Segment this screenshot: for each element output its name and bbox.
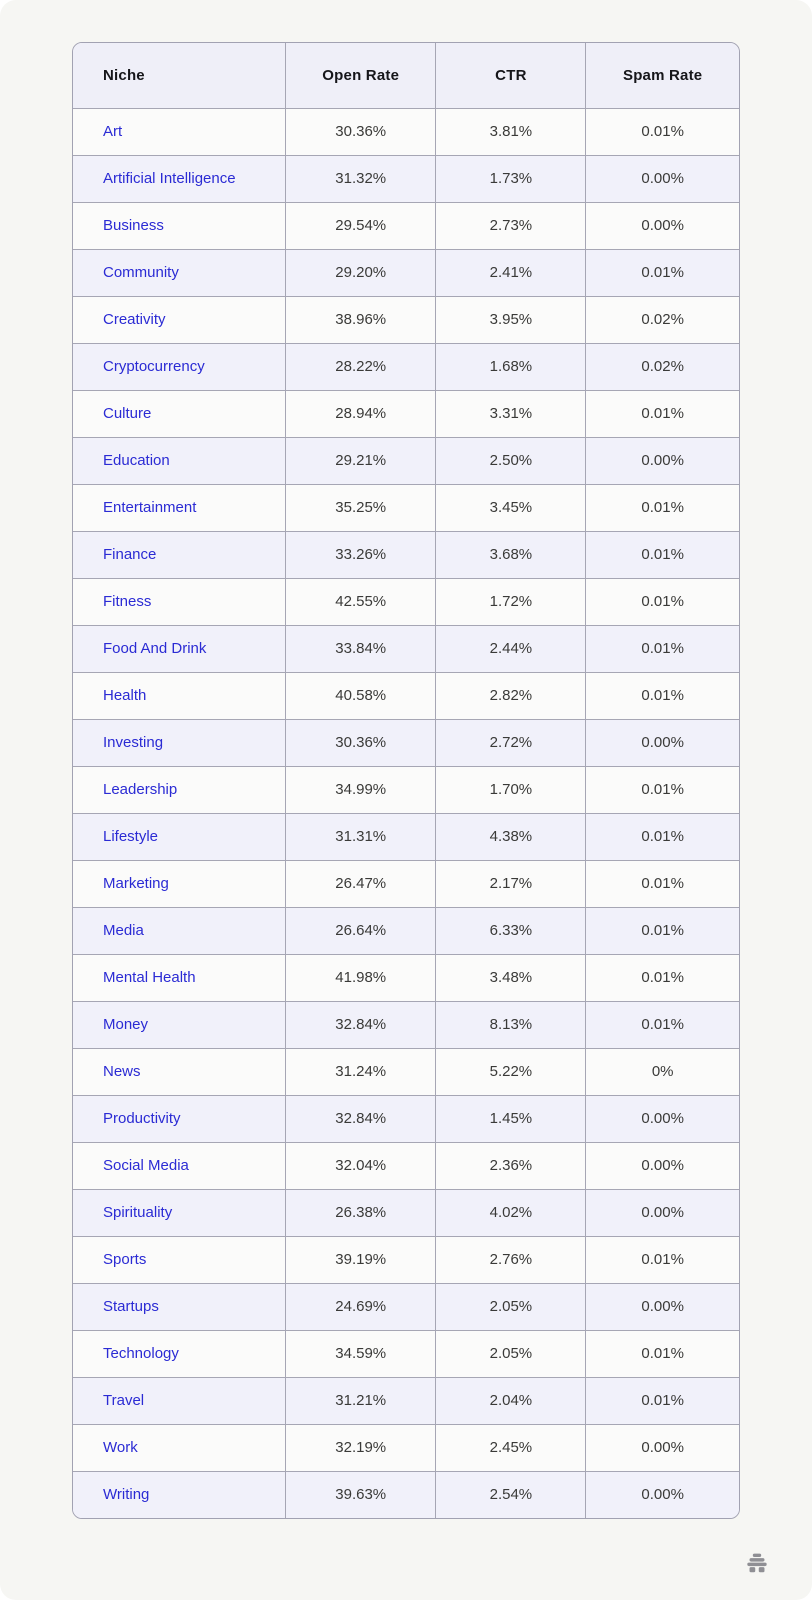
niche-link[interactable]: Leadership <box>103 781 178 798</box>
open-rate-value: 41.98% <box>285 954 436 1001</box>
spam-rate-value: 0.01% <box>586 954 739 1001</box>
column-header-spam-rate: Spam Rate <box>586 43 739 108</box>
spam-rate-value: 0.01% <box>586 108 739 155</box>
table-row <box>73 766 739 813</box>
ctr-value: 2.73% <box>436 202 586 249</box>
spam-rate-value: 0.02% <box>586 296 739 343</box>
ctr-value: 6.33% <box>436 907 586 954</box>
table-row <box>73 437 739 484</box>
open-rate-value: 29.20% <box>285 249 436 296</box>
niche-link[interactable]: Artificial Intelligence <box>103 170 236 187</box>
niche-link[interactable]: Spirituality <box>103 1204 173 1221</box>
niche-cell <box>73 1283 285 1330</box>
spam-rate-value: 0.02% <box>586 343 739 390</box>
niche-link[interactable]: Fitness <box>103 593 152 610</box>
open-rate-value: 28.22% <box>285 343 436 390</box>
open-rate-value: 35.25% <box>285 484 436 531</box>
niche-link[interactable]: Food And Drink <box>103 640 207 657</box>
spam-rate-value: 0.01% <box>586 860 739 907</box>
table-row <box>73 672 739 719</box>
table-row <box>73 1189 739 1236</box>
spam-rate-value: 0.00% <box>586 1283 739 1330</box>
niche-cell <box>73 390 285 437</box>
open-rate-value: 32.04% <box>285 1142 436 1189</box>
niche-cell <box>73 672 285 719</box>
table-header-row <box>73 43 739 108</box>
spam-rate-value: 0.01% <box>586 766 739 813</box>
niche-cell <box>73 249 285 296</box>
table-row <box>73 625 739 672</box>
table-row <box>73 390 739 437</box>
niche-link[interactable]: Art <box>103 123 123 140</box>
table-row <box>73 1283 739 1330</box>
niche-cell <box>73 1424 285 1471</box>
niche-cell <box>73 202 285 249</box>
niche-cell <box>73 1236 285 1283</box>
spam-rate-value: 0.00% <box>586 1142 739 1189</box>
open-rate-value: 32.84% <box>285 1001 436 1048</box>
niche-cell <box>73 155 285 202</box>
table-row <box>73 155 739 202</box>
ctr-value: 1.72% <box>436 578 586 625</box>
ctr-value: 3.45% <box>436 484 586 531</box>
spam-rate-value: 0.01% <box>586 531 739 578</box>
beehive-logo-icon <box>746 1552 768 1574</box>
spam-rate-value: 0.00% <box>586 1424 739 1471</box>
ctr-value: 8.13% <box>436 1001 586 1048</box>
ctr-value: 2.76% <box>436 1236 586 1283</box>
niche-link[interactable]: Creativity <box>103 311 166 328</box>
ctr-value: 2.05% <box>436 1330 586 1377</box>
open-rate-value: 32.84% <box>285 1095 436 1142</box>
ctr-value: 2.72% <box>436 719 586 766</box>
niche-cell <box>73 1001 285 1048</box>
table-row <box>73 531 739 578</box>
niche-cell <box>73 907 285 954</box>
column-header-ctr: CTR <box>436 43 586 108</box>
niche-link[interactable]: Education <box>103 452 170 469</box>
niche-link[interactable]: Mental Health <box>103 969 196 986</box>
ctr-value: 5.22% <box>436 1048 586 1095</box>
spam-rate-value: 0.01% <box>586 813 739 860</box>
open-rate-value: 31.31% <box>285 813 436 860</box>
ctr-value: 3.48% <box>436 954 586 1001</box>
open-rate-value: 34.99% <box>285 766 436 813</box>
niche-cell <box>73 1330 285 1377</box>
table-row <box>73 1048 739 1095</box>
open-rate-value: 33.26% <box>285 531 436 578</box>
table-row <box>73 108 739 155</box>
table-row <box>73 1236 739 1283</box>
niche-cell <box>73 108 285 155</box>
table-row <box>73 1377 739 1424</box>
ctr-value: 3.31% <box>436 390 586 437</box>
niche-cell <box>73 1142 285 1189</box>
table-row <box>73 1001 739 1048</box>
niche-link[interactable]: Work <box>103 1439 138 1456</box>
niche-cell <box>73 813 285 860</box>
niche-link[interactable]: Lifestyle <box>103 828 159 845</box>
niche-link[interactable]: Entertainment <box>103 499 197 516</box>
ctr-value: 3.81% <box>436 108 586 155</box>
niche-link[interactable]: Startups <box>103 1298 159 1315</box>
niche-link[interactable]: Health <box>103 687 147 704</box>
spam-rate-value: 0.01% <box>586 907 739 954</box>
niche-link[interactable]: Culture <box>103 405 152 422</box>
niche-link[interactable]: Community <box>103 264 179 281</box>
table-row <box>73 1095 739 1142</box>
table-row <box>73 860 739 907</box>
niche-cell <box>73 954 285 1001</box>
open-rate-value: 31.32% <box>285 155 436 202</box>
niche-cell <box>73 578 285 625</box>
table-row <box>73 719 739 766</box>
open-rate-value: 32.19% <box>285 1424 436 1471</box>
spam-rate-value: 0% <box>586 1048 739 1095</box>
niche-link[interactable]: Investing <box>103 734 164 751</box>
open-rate-value: 28.94% <box>285 390 436 437</box>
spam-rate-value: 0.00% <box>586 1189 739 1236</box>
open-rate-value: 26.47% <box>285 860 436 907</box>
spam-rate-value: 0.01% <box>586 578 739 625</box>
spam-rate-value: 0.01% <box>586 625 739 672</box>
niche-link[interactable]: Writing <box>103 1486 150 1504</box>
niche-cell <box>73 437 285 484</box>
niche-link[interactable]: Media <box>103 922 144 939</box>
table-row <box>73 484 739 531</box>
spam-rate-value: 0.01% <box>586 1330 739 1377</box>
spam-rate-value: 0.01% <box>586 1236 739 1283</box>
open-rate-value: 26.64% <box>285 907 436 954</box>
niche-cell <box>73 719 285 766</box>
table-row <box>73 296 739 343</box>
column-header-open-rate: Open Rate <box>285 43 436 108</box>
niche-link[interactable]: Finance <box>103 546 157 563</box>
niche-link[interactable]: Cryptocurrency <box>103 358 205 375</box>
open-rate-value: 39.63% <box>285 1471 436 1518</box>
table-row <box>73 343 739 390</box>
ctr-value: 3.68% <box>436 531 586 578</box>
table-row <box>73 202 739 249</box>
spam-rate-value: 0.01% <box>586 390 739 437</box>
open-rate-value: 38.96% <box>285 296 436 343</box>
niche-cell <box>73 766 285 813</box>
ctr-value: 3.95% <box>436 296 586 343</box>
niche-cell <box>73 625 285 672</box>
data-table <box>73 43 739 1518</box>
ctr-value: 2.44% <box>436 625 586 672</box>
ctr-value: 2.54% <box>436 1471 586 1518</box>
niche-cell <box>73 296 285 343</box>
open-rate-value: 31.21% <box>285 1377 436 1424</box>
ctr-value: 2.36% <box>436 1142 586 1189</box>
niche-link[interactable]: Travel <box>103 1392 145 1409</box>
niche-link[interactable]: Sports <box>103 1251 147 1268</box>
table-row <box>73 1424 739 1471</box>
spam-rate-value: 0.01% <box>586 484 739 531</box>
ctr-value: 2.05% <box>436 1283 586 1330</box>
spam-rate-value: 0.00% <box>586 719 739 766</box>
niche-link[interactable]: Marketing <box>103 875 169 892</box>
column-header-niche: Niche <box>73 43 285 108</box>
ctr-value: 1.68% <box>436 343 586 390</box>
table-row <box>73 578 739 625</box>
table-row <box>73 1471 739 1518</box>
ctr-value: 2.17% <box>436 860 586 907</box>
open-rate-value: 42.55% <box>285 578 436 625</box>
open-rate-value: 40.58% <box>285 672 436 719</box>
niche-stats-table <box>72 42 740 1519</box>
open-rate-value: 29.21% <box>285 437 436 484</box>
niche-cell <box>73 531 285 578</box>
niche-cell <box>73 1048 285 1095</box>
table-row <box>73 907 739 954</box>
ctr-value: 4.02% <box>436 1189 586 1236</box>
ctr-value: 1.70% <box>436 766 586 813</box>
spam-rate-value: 0.01% <box>586 249 739 296</box>
niche-cell <box>73 1189 285 1236</box>
open-rate-value: 33.84% <box>285 625 436 672</box>
ctr-value: 2.41% <box>436 249 586 296</box>
niche-cell <box>73 484 285 531</box>
spam-rate-value: 0.00% <box>586 155 739 202</box>
open-rate-value: 24.69% <box>285 1283 436 1330</box>
niche-link[interactable]: Productivity <box>103 1110 181 1127</box>
spam-rate-value: 0.01% <box>586 1001 739 1048</box>
niche-link[interactable]: Social Media <box>103 1157 189 1174</box>
spam-rate-value: 0.01% <box>586 1377 739 1424</box>
table-row <box>73 1330 739 1377</box>
ctr-value: 4.38% <box>436 813 586 860</box>
table-row <box>73 1142 739 1189</box>
open-rate-value: 34.59% <box>285 1330 436 1377</box>
ctr-value: 2.82% <box>436 672 586 719</box>
niche-link[interactable]: Money <box>103 1016 149 1033</box>
ctr-value: 2.50% <box>436 437 586 484</box>
niche-cell <box>73 343 285 390</box>
open-rate-value: 30.36% <box>285 719 436 766</box>
spam-rate-value: 0.00% <box>586 437 739 484</box>
open-rate-value: 39.19% <box>285 1236 436 1283</box>
table-row <box>73 249 739 296</box>
niche-cell <box>73 860 285 907</box>
spam-rate-value: 0.01% <box>586 672 739 719</box>
open-rate-value: 29.54% <box>285 202 436 249</box>
ctr-value: 2.04% <box>436 1377 586 1424</box>
niche-cell <box>73 1377 285 1424</box>
niche-link[interactable]: Technology <box>103 1345 179 1362</box>
ctr-value: 1.45% <box>436 1095 586 1142</box>
spam-rate-value: 0.00% <box>586 1471 739 1518</box>
niche-cell <box>73 1471 285 1518</box>
ctr-value: 2.45% <box>436 1424 586 1471</box>
open-rate-value: 31.24% <box>285 1048 436 1095</box>
niche-cell <box>73 1095 285 1142</box>
spam-rate-value: 0.00% <box>586 202 739 249</box>
table-body <box>73 108 739 1518</box>
table-row <box>73 813 739 860</box>
niche-link[interactable]: News <box>103 1063 141 1080</box>
spam-rate-value: 0.00% <box>586 1095 739 1142</box>
niche-link[interactable]: Business <box>103 217 164 234</box>
open-rate-value: 26.38% <box>285 1189 436 1236</box>
ctr-value: 1.73% <box>436 155 586 202</box>
open-rate-value: 30.36% <box>285 108 436 155</box>
table-row <box>73 954 739 1001</box>
